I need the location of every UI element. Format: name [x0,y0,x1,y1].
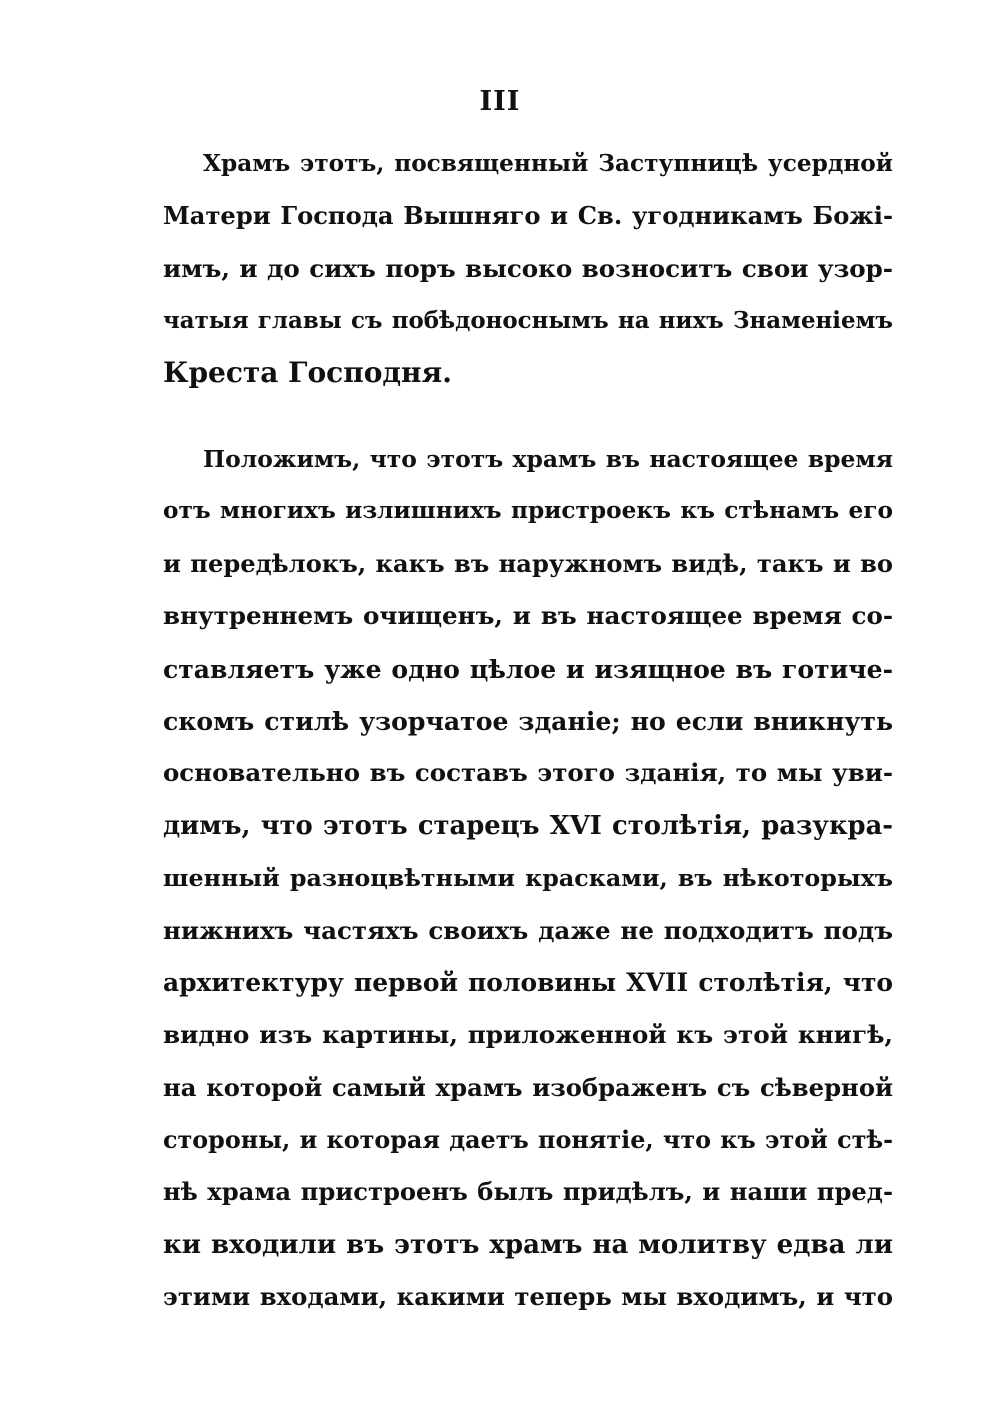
text-line: Матери Господа Вышняго и Св. угодникамъ Божі- [163,201,893,231]
text-line: ки входили въ этотъ храмъ на молитву едва ли [163,1229,893,1260]
text-line: внутреннемъ очищенъ, и въ настоящее время со- [163,601,893,631]
text-line: ставляетъ уже одно цѣлое и изящное въ готиче- [163,653,893,684]
paragraph-1 [163,138,893,399]
text-line: этими входами, какими теперь мы входимъ, и что [163,1282,893,1312]
paragraph-2 [163,433,893,1324]
text-line: нижнихъ частяхъ своихъ даже не подходитъ подъ [163,915,893,945]
text-line: основательно въ составъ этого зданія, то мы уви- [163,758,893,788]
text-line: на которой самый храмъ изображенъ съ сѣверной [163,1072,893,1102]
text-line: скомъ стилѣ узорчатое зданіе; но если вникнуть [163,705,893,736]
text-line: Положимъ, что этотъ храмъ въ настоящее время [203,445,893,473]
text-line: димъ, что этотъ старецъ XVI столѣтія, разукра- [163,810,893,841]
page-number: III [479,86,521,117]
text-line: отъ многихъ излишнихъ пристроекъ къ стѣнамъ его [163,497,893,525]
text-line: имъ, и до сихъ поръ высоко возноситъ свои узор- [163,253,893,283]
text-line: стороны, и которая даетъ понятіе, что къ этой стѣ- [163,1126,893,1155]
text-line: и передѣлокъ, какъ въ наружномъ видѣ, такъ и во [163,548,893,578]
text-line: видно изъ картины, приложенной къ этой книгѣ, [163,1020,893,1050]
text-line: нѣ храма пристроенъ былъ придѣлъ, и наши пред- [163,1177,893,1207]
text-line: чатыя главы съ побѣдоноснымъ на нихъ Знаменіемъ [163,306,893,334]
text-line: архитектуру первой половины XVII столѣтія, что [163,967,893,997]
text-line: Креста Господня. [163,356,452,390]
text-line: шенный разноцвѣтными красками, въ нѣкоторыхъ [163,864,893,893]
text-line: Храмъ этотъ, посвященный Заступницѣ усердной [203,150,893,177]
